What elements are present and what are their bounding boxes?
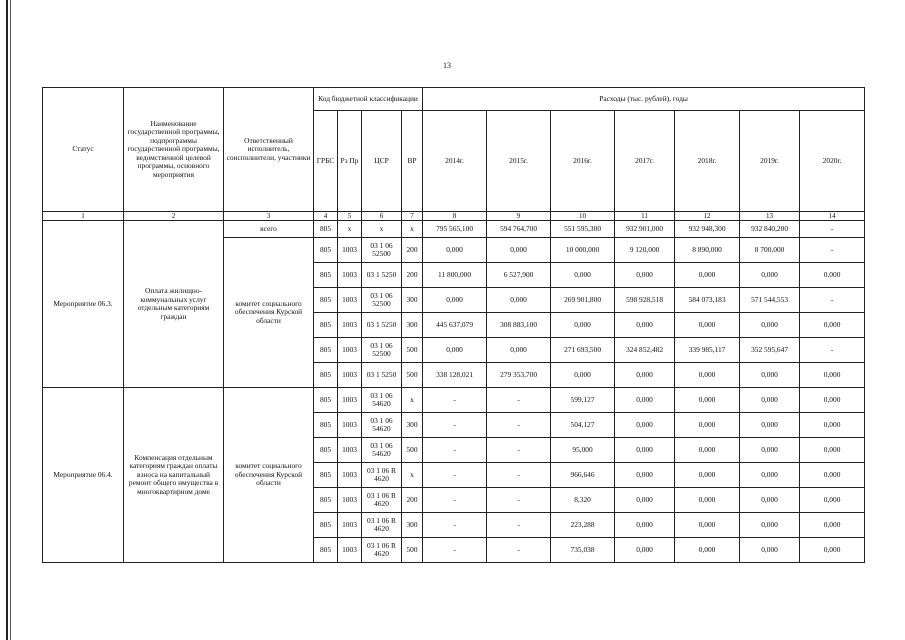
amount-cell: 0,000 xyxy=(675,388,740,413)
rzpr-cell: 1003 xyxy=(338,288,362,313)
grbs-cell: 805 xyxy=(314,513,338,538)
grbs-cell: 805 xyxy=(314,313,338,338)
amount-cell: 0,000 xyxy=(615,513,675,538)
amount-cell: 6 527,900 xyxy=(487,263,551,288)
vr-cell: 300 xyxy=(402,413,423,438)
amount-cell: 0,000 xyxy=(423,238,487,263)
header-year: 2018г. xyxy=(675,111,740,212)
amount-cell: 324 852,482 xyxy=(615,338,675,363)
col-number: 10 xyxy=(551,212,615,221)
amount-cell: 279 353,700 xyxy=(487,363,551,388)
amount-cell: - xyxy=(487,488,551,513)
amount-cell: 8,320 xyxy=(551,488,615,513)
amount-cell: 0,000 xyxy=(615,313,675,338)
header-year: 2017г. xyxy=(615,111,675,212)
amount-cell: 0,000 xyxy=(615,488,675,513)
amount-cell: 445 637,079 xyxy=(423,313,487,338)
vr-cell: 200 xyxy=(402,238,423,263)
header-status: Статус xyxy=(43,88,124,212)
rzpr-cell: 1003 xyxy=(338,538,362,563)
amount-cell: - xyxy=(487,513,551,538)
amount-cell: - xyxy=(487,388,551,413)
amount-cell: 0,000 xyxy=(800,388,865,413)
col-number: 6 xyxy=(362,212,402,221)
amount-cell: 0,000 xyxy=(800,538,865,563)
vr-cell: 300 xyxy=(402,513,423,538)
rzpr-cell: 1003 xyxy=(338,363,362,388)
amount-cell: 0,000 xyxy=(615,363,675,388)
responsible-total-cell: всего xyxy=(224,221,314,238)
grbs-cell: 805 xyxy=(314,388,338,413)
header-year: 2016г. xyxy=(551,111,615,212)
amount-cell: 0,000 xyxy=(675,538,740,563)
amount-cell: 0,000 xyxy=(615,463,675,488)
col-number: 3 xyxy=(224,212,314,221)
amount-cell: 8 890,000 xyxy=(675,238,740,263)
grbs-cell: 805 xyxy=(314,413,338,438)
amount-cell: - xyxy=(487,413,551,438)
amount-cell: 0,000 xyxy=(740,513,800,538)
amount-cell: 0,000 xyxy=(423,338,487,363)
amount-cell: - xyxy=(423,513,487,538)
rzpr-cell: 1003 xyxy=(338,238,362,263)
header-budget-code: Код бюджетной классификации xyxy=(314,88,423,111)
amount-cell: 0,000 xyxy=(800,488,865,513)
header-expenses: Расходы (тыс. рублей), годы xyxy=(423,88,865,111)
responsible-cell: комитет социального обеспечения Курской области xyxy=(224,388,314,563)
amount-cell: 308 883,100 xyxy=(487,313,551,338)
csr-cell: 03 1 06 52500 xyxy=(362,338,402,363)
vr-cell: х xyxy=(402,388,423,413)
col-number: 1 xyxy=(43,212,124,221)
csr-cell: 03 1 06 R 4620 xyxy=(362,488,402,513)
amount-cell: 0,000 xyxy=(740,313,800,338)
amount-cell: 932 901,000 xyxy=(615,221,675,238)
amount-cell: 795 565,100 xyxy=(423,221,487,238)
header-responsible: Ответственный исполнитель, соисполнители, участники xyxy=(224,88,314,212)
amount-cell: - xyxy=(800,221,865,238)
grbs-cell: 805 xyxy=(314,238,338,263)
rzpr-cell: 1003 xyxy=(338,338,362,363)
grbs-cell: 805 xyxy=(314,488,338,513)
grbs-cell: 805 xyxy=(314,338,338,363)
vr-cell: х xyxy=(402,463,423,488)
amount-cell: 338 128,021 xyxy=(423,363,487,388)
amount-cell: 269 901,800 xyxy=(551,288,615,313)
amount-cell: 0,000 xyxy=(615,388,675,413)
amount-cell: 0,000 xyxy=(675,438,740,463)
status-cell: Мероприятие 06.4. xyxy=(43,388,124,563)
amount-cell: 0,000 xyxy=(675,463,740,488)
amount-cell: 0,000 xyxy=(487,238,551,263)
header-year: 2019г. xyxy=(740,111,800,212)
amount-cell: 0,000 xyxy=(615,538,675,563)
rzpr-cell: 1003 xyxy=(338,463,362,488)
table-row xyxy=(43,221,865,238)
amount-cell: 0,000 xyxy=(740,363,800,388)
amount-cell: - xyxy=(487,538,551,563)
header-rzpr: Рз Пр xyxy=(338,111,362,212)
amount-cell: 10 000,000 xyxy=(551,238,615,263)
header-row-1 xyxy=(43,88,865,111)
amount-cell: 271 693,500 xyxy=(551,338,615,363)
amount-cell: 599,127 xyxy=(551,388,615,413)
amount-cell: 0,000 xyxy=(675,513,740,538)
rzpr-cell: 1003 xyxy=(338,488,362,513)
grbs-cell: 805 xyxy=(314,363,338,388)
amount-cell: 223,288 xyxy=(551,513,615,538)
amount-cell: 0,000 xyxy=(675,363,740,388)
header-year: 2020г. xyxy=(800,111,865,212)
vr-cell: 500 xyxy=(402,363,423,388)
col-number: 2 xyxy=(124,212,224,221)
amount-cell: - xyxy=(487,463,551,488)
rzpr-cell: 1003 xyxy=(338,388,362,413)
amount-cell: - xyxy=(423,538,487,563)
amount-cell: 0,000 xyxy=(615,413,675,438)
amount-cell: 571 544,553 xyxy=(740,288,800,313)
amount-cell: - xyxy=(800,238,865,263)
vr-cell: 500 xyxy=(402,538,423,563)
amount-cell: 551 595,300 xyxy=(551,221,615,238)
amount-cell: 0,000 xyxy=(740,388,800,413)
amount-cell: 0,000 xyxy=(675,488,740,513)
col-number: 4 xyxy=(314,212,338,221)
amount-cell: - xyxy=(487,438,551,463)
amount-cell: 932 948,300 xyxy=(675,221,740,238)
csr-cell: 03 1 06 R 4620 xyxy=(362,463,402,488)
responsible-cell: комитет социального обеспечения Курской области xyxy=(224,238,314,388)
vr-cell: 200 xyxy=(402,488,423,513)
program-name-cell: Компенсация отдельным категориям граждан оплаты взноса на капитальный ремонт общего имущества в многоквартирном доме xyxy=(124,388,224,563)
amount-cell: 0,000 xyxy=(423,288,487,313)
header-grbs: ГРБС xyxy=(314,111,338,212)
column-number-row xyxy=(43,212,865,221)
csr-cell: 03 1 5250 xyxy=(362,263,402,288)
vr-cell: 500 xyxy=(402,338,423,363)
rzpr-cell: 1003 xyxy=(338,313,362,338)
amount-cell: - xyxy=(423,463,487,488)
amount-cell: - xyxy=(423,413,487,438)
amount-cell: 0,000 xyxy=(487,288,551,313)
header-csr: ЦСР xyxy=(362,111,402,212)
amount-cell: 594 764,700 xyxy=(487,221,551,238)
amount-cell: 0,000 xyxy=(800,263,865,288)
vr-cell: 500 xyxy=(402,438,423,463)
amount-cell: - xyxy=(423,488,487,513)
rzpr-cell: 1003 xyxy=(338,263,362,288)
header-year: 2015г. xyxy=(487,111,551,212)
amount-cell: 95,000 xyxy=(551,438,615,463)
csr-cell: 03 1 06 54620 xyxy=(362,413,402,438)
col-number: 9 xyxy=(487,212,551,221)
amount-cell: 11 800,000 xyxy=(423,263,487,288)
amount-cell: 0,000 xyxy=(740,438,800,463)
amount-cell: 0,000 xyxy=(800,413,865,438)
header-vr: ВР xyxy=(402,111,423,212)
amount-cell: - xyxy=(423,388,487,413)
amount-cell: - xyxy=(800,288,865,313)
vr-cell: 300 xyxy=(402,313,423,338)
amount-cell: 0,000 xyxy=(551,263,615,288)
header-year: 2014г. xyxy=(423,111,487,212)
amount-cell: 339 985,117 xyxy=(675,338,740,363)
budget-table xyxy=(42,87,865,563)
amount-cell: 352 595,647 xyxy=(740,338,800,363)
amount-cell: 598 928,518 xyxy=(615,288,675,313)
program-name-cell: Оплата жилищно-коммунальных услуг отдельным категориям граждан xyxy=(124,221,224,388)
col-number: 7 xyxy=(402,212,423,221)
amount-cell: 504,127 xyxy=(551,413,615,438)
csr-cell: 03 1 5250 xyxy=(362,363,402,388)
left-margin-line-secondary xyxy=(10,0,11,640)
csr-cell: 03 1 06 54620 xyxy=(362,438,402,463)
amount-cell: 966,646 xyxy=(551,463,615,488)
csr-cell: 03 1 06 52500 xyxy=(362,238,402,263)
amount-cell: 0,000 xyxy=(551,313,615,338)
table-row xyxy=(43,388,865,413)
amount-cell: 0,000 xyxy=(800,463,865,488)
amount-cell: 584 073,183 xyxy=(675,288,740,313)
amount-cell: 0,000 xyxy=(800,438,865,463)
amount-cell: 735,038 xyxy=(551,538,615,563)
amount-cell: 0,000 xyxy=(615,438,675,463)
col-number: 11 xyxy=(615,212,675,221)
amount-cell: 0,000 xyxy=(740,488,800,513)
amount-cell: 0,000 xyxy=(800,513,865,538)
rzpr-cell: 1003 xyxy=(338,513,362,538)
amount-cell: 0,000 xyxy=(740,413,800,438)
col-number: 8 xyxy=(423,212,487,221)
amount-cell: - xyxy=(423,438,487,463)
csr-cell: 03 1 06 52500 xyxy=(362,288,402,313)
amount-cell: 932 840,200 xyxy=(740,221,800,238)
amount-cell: 0,000 xyxy=(740,263,800,288)
amount-cell: 9 120,000 xyxy=(615,238,675,263)
rzpr-cell: 1003 xyxy=(338,413,362,438)
rzpr-cell: 1003 xyxy=(338,438,362,463)
grbs-cell: 805 xyxy=(314,263,338,288)
grbs-cell: 805 xyxy=(314,438,338,463)
csr-cell: 03 1 5250 xyxy=(362,313,402,338)
csr-cell: 03 1 06 R 4620 xyxy=(362,538,402,563)
col-number: 14 xyxy=(800,212,865,221)
csr-cell: х xyxy=(362,221,402,238)
amount-cell: - xyxy=(800,338,865,363)
amount-cell: 0,000 xyxy=(800,363,865,388)
grbs-cell: 805 xyxy=(314,538,338,563)
amount-cell: 0,000 xyxy=(615,263,675,288)
col-number: 12 xyxy=(675,212,740,221)
amount-cell: 8 700,000 xyxy=(740,238,800,263)
vr-cell: 200 xyxy=(402,263,423,288)
amount-cell: 0,000 xyxy=(675,313,740,338)
vr-cell: 300 xyxy=(402,288,423,313)
col-number: 5 xyxy=(338,212,362,221)
col-number: 13 xyxy=(740,212,800,221)
amount-cell: 0,000 xyxy=(800,313,865,338)
header-program: Наименование государственной программы, подпрограммы государственной программы, ведомственной целевой программы, основного мероприятия xyxy=(124,88,224,212)
csr-cell: 03 1 06 R 4620 xyxy=(362,513,402,538)
amount-cell: 0,000 xyxy=(675,263,740,288)
status-cell: Мероприятие 06.3. xyxy=(43,221,124,388)
amount-cell: 0,000 xyxy=(740,463,800,488)
amount-cell: 0,000 xyxy=(675,413,740,438)
grbs-cell: 805 xyxy=(314,221,338,238)
grbs-cell: 805 xyxy=(314,288,338,313)
amount-cell: 0,000 xyxy=(551,363,615,388)
page-number: 13 xyxy=(443,61,451,70)
amount-cell: 0,000 xyxy=(487,338,551,363)
grbs-cell: 805 xyxy=(314,463,338,488)
amount-cell: 0,000 xyxy=(740,538,800,563)
vr-cell: х xyxy=(402,221,423,238)
left-margin-line xyxy=(6,0,8,640)
rzpr-cell: х xyxy=(338,221,362,238)
csr-cell: 03 1 06 54620 xyxy=(362,388,402,413)
